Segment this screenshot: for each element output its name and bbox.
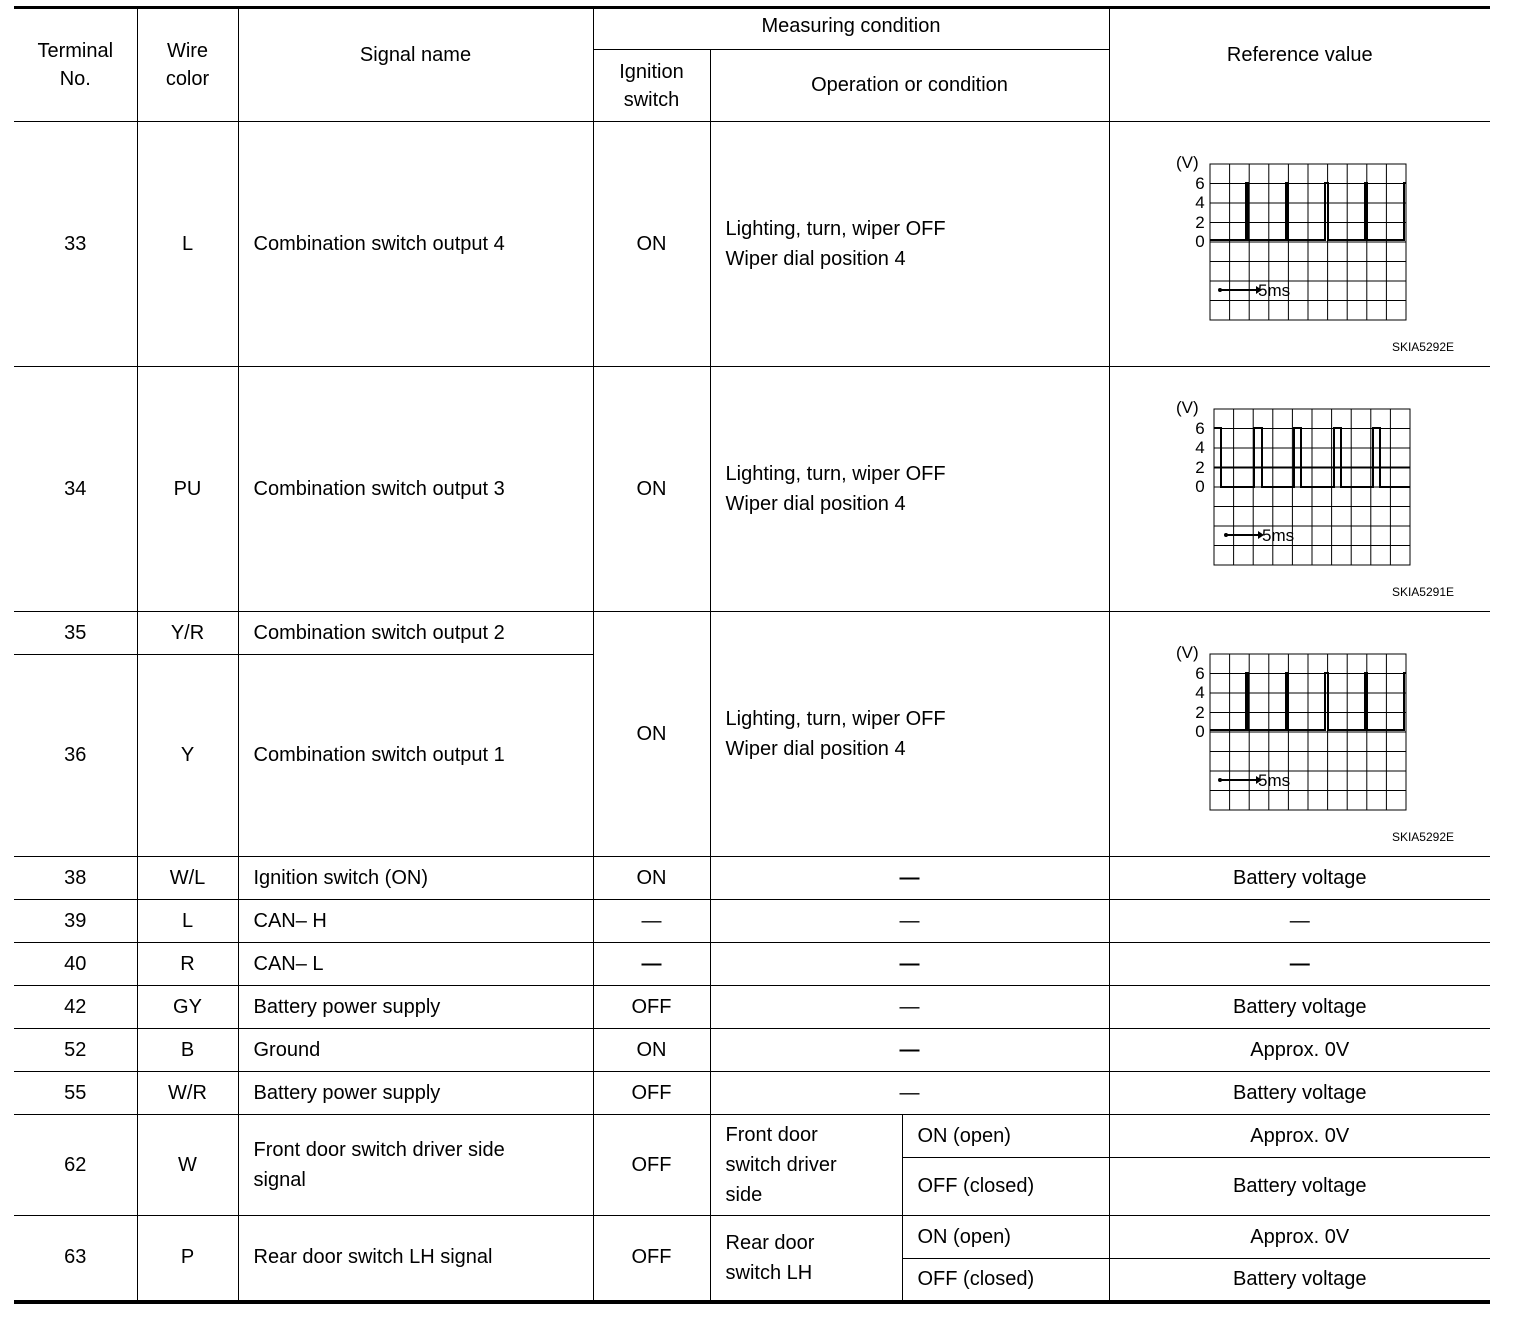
ignition-switch: ON — [593, 857, 710, 900]
wire-color: L — [137, 900, 238, 943]
header-operation-condition: Operation or condition — [710, 50, 1109, 122]
waveform-tick-0: 0 — [1194, 232, 1205, 251]
waveform-tick-0: 0 — [1194, 722, 1205, 741]
operation-condition: — — [710, 900, 1109, 943]
waveform-chart-pulse — [1174, 397, 1414, 587]
waveform-grid — [1210, 164, 1406, 320]
signal-name: Combination switch output 2 — [238, 612, 593, 655]
table-row — [14, 1072, 1490, 1115]
reference-waveform — [1109, 367, 1490, 612]
signal-name: Combination switch output 1 — [238, 655, 593, 857]
waveform-tick-4: 4 — [1194, 683, 1205, 702]
waveform-tick-2: 2 — [1194, 703, 1205, 722]
ignition-switch: OFF — [593, 1072, 710, 1115]
ignition-switch: ON — [593, 122, 710, 367]
ignition-switch: ON — [593, 367, 710, 612]
switch-state: ON (open) — [902, 1115, 1109, 1158]
terminal-no: 36 — [14, 655, 137, 857]
waveform-tick-0: 0 — [1194, 477, 1205, 496]
signal-name: CAN– L — [238, 943, 593, 986]
wire-color: Y — [137, 655, 238, 857]
reference-value: — — [1109, 943, 1490, 986]
operation-condition: Lighting, turn, wiper OFF Wiper dial position 4 — [710, 367, 1109, 612]
waveform-grid — [1210, 654, 1406, 810]
header-wire-color: Wire color — [137, 8, 238, 122]
terminal-no: 39 — [14, 900, 137, 943]
signal-name: CAN– H — [238, 900, 593, 943]
switch-state: OFF (closed) — [902, 1158, 1109, 1216]
header-measuring-condition: Measuring condition — [593, 8, 1109, 50]
signal-name: Combination switch output 4 — [238, 122, 593, 367]
switch-state: ON (open) — [902, 1216, 1109, 1259]
operation-condition: — — [710, 857, 1109, 900]
ignition-switch: ON — [593, 1029, 710, 1072]
table-row — [14, 367, 1490, 612]
operation-condition: Lighting, turn, wiper OFF Wiper dial position 4 — [710, 612, 1109, 857]
wire-color: W/L — [137, 857, 238, 900]
time-scale-label: 5ms — [1257, 771, 1290, 790]
waveform-tick-6: 6 — [1194, 419, 1205, 438]
reference-waveform — [1109, 122, 1490, 367]
operation-condition: — — [710, 986, 1109, 1029]
time-scale-label: 5ms — [1257, 281, 1290, 300]
operation-condition: — — [710, 1072, 1109, 1115]
waveform-unit: (V) — [1175, 153, 1199, 172]
reference-code: SKIA5291E — [1391, 585, 1454, 599]
signal-name: Front door switch driver side signal — [238, 1115, 593, 1216]
door-switch-label: Rear door switch LH — [710, 1216, 902, 1302]
terminal-no: 42 — [14, 986, 137, 1029]
table-row — [14, 1115, 1490, 1158]
wire-color: R — [137, 943, 238, 986]
wire-color: GY — [137, 986, 238, 1029]
terminal-no: 52 — [14, 1029, 137, 1072]
wire-color: B — [137, 1029, 238, 1072]
signal-name: Battery power supply — [238, 986, 593, 1029]
reference-value: Battery voltage — [1109, 857, 1490, 900]
header-signal-name: Signal name — [238, 8, 593, 122]
waveform-tick-2: 2 — [1194, 458, 1205, 477]
ignition-switch: OFF — [593, 1115, 710, 1216]
waveform-unit: (V) — [1175, 398, 1199, 417]
reference-value: Approx. 0V — [1109, 1029, 1490, 1072]
ignition-switch: — — [593, 900, 710, 943]
terminal-no: 63 — [14, 1216, 137, 1302]
waveform-tick-4: 4 — [1194, 193, 1205, 212]
ignition-switch: — — [593, 943, 710, 986]
terminal-no: 62 — [14, 1115, 137, 1216]
door-switch-label: Front door switch driver side — [710, 1115, 902, 1216]
terminal-no: 33 — [14, 122, 137, 367]
reference-code: SKIA5292E — [1391, 340, 1454, 354]
waveform-unit: (V) — [1175, 643, 1199, 662]
wire-color: L — [137, 122, 238, 367]
table-row — [14, 612, 1490, 655]
wire-color: Y/R — [137, 612, 238, 655]
ignition-switch: OFF — [593, 1216, 710, 1302]
signal-name: Ignition switch (ON) — [238, 857, 593, 900]
terminal-no: 35 — [14, 612, 137, 655]
reference-value: Battery voltage — [1109, 1158, 1490, 1216]
reference-value: Approx. 0V — [1109, 1115, 1490, 1158]
reference-value: Approx. 0V — [1109, 1216, 1490, 1259]
waveform-tick-4: 4 — [1194, 438, 1205, 457]
waveform-chart-spike — [1174, 152, 1414, 342]
header-terminal-no: Terminal No. — [14, 8, 137, 122]
waveform-tick-6: 6 — [1194, 174, 1205, 193]
table-row — [14, 857, 1490, 900]
reference-code: SKIA5292E — [1391, 830, 1454, 844]
table-row — [14, 1029, 1490, 1072]
waveform-tick-2: 2 — [1194, 213, 1205, 232]
table-row — [14, 122, 1490, 367]
terminal-no: 34 — [14, 367, 137, 612]
operation-condition: Lighting, turn, wiper OFF Wiper dial position 4 — [710, 122, 1109, 367]
wire-color: PU — [137, 367, 238, 612]
reference-waveform — [1109, 612, 1490, 857]
wire-color: W — [137, 1115, 238, 1216]
operation-condition: — — [710, 943, 1109, 986]
reference-value: — — [1109, 900, 1490, 943]
reference-value: Battery voltage — [1109, 986, 1490, 1029]
signal-name: Battery power supply — [238, 1072, 593, 1115]
reference-value: Battery voltage — [1109, 1259, 1490, 1302]
terminal-no: 40 — [14, 943, 137, 986]
waveform-tick-6: 6 — [1194, 664, 1205, 683]
terminal-no: 38 — [14, 857, 137, 900]
ignition-switch: ON — [593, 612, 710, 857]
wire-color: W/R — [137, 1072, 238, 1115]
table-row — [14, 1216, 1490, 1259]
signal-name: Combination switch output 3 — [238, 367, 593, 612]
header-ignition-switch: Ignition switch — [593, 50, 710, 122]
table-row — [14, 943, 1490, 986]
ignition-switch: OFF — [593, 986, 710, 1029]
signal-name: Rear door switch LH signal — [238, 1216, 593, 1302]
switch-state: OFF (closed) — [902, 1259, 1109, 1302]
table-row — [14, 986, 1490, 1029]
signal-name: Ground — [238, 1029, 593, 1072]
time-scale-label: 5ms — [1261, 526, 1294, 545]
waveform-chart-spike — [1174, 642, 1414, 832]
reference-value: Battery voltage — [1109, 1072, 1490, 1115]
terminal-no: 55 — [14, 1072, 137, 1115]
terminal-reference-table — [14, 6, 1490, 1304]
wire-color: P — [137, 1216, 238, 1302]
operation-condition: — — [710, 1029, 1109, 1072]
table-row — [14, 900, 1490, 943]
header-reference-value: Reference value — [1109, 8, 1490, 122]
